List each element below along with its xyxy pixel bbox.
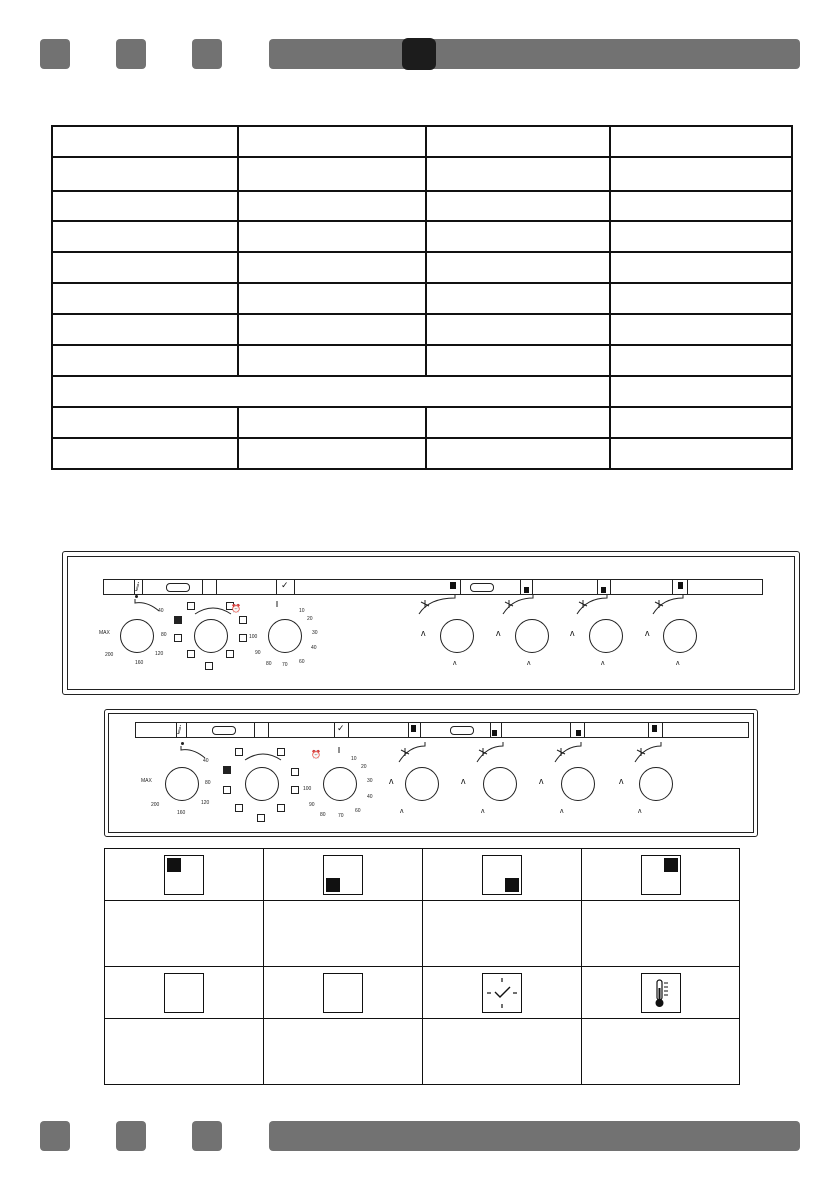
table-row [105,1019,740,1085]
legend-description [264,1019,423,1085]
legend-description [423,1019,582,1085]
burner-front-left-icon [323,855,363,895]
tick-label: 70 [282,662,288,668]
tick-label: 120 [201,800,210,806]
function-icon [291,786,299,794]
burner-rear-right-icon [652,725,657,732]
table-row [52,345,792,376]
table-cell [52,314,238,345]
header-tab-3 [192,39,222,69]
table-cell [610,407,792,438]
legend-symbol-cell [105,967,264,1019]
table-cell [426,438,610,469]
tick-label: 160 [177,810,186,816]
flame-icon: ʌ [461,776,466,786]
timer-arc [331,745,347,759]
legend-symbol-cell [264,849,423,901]
footer-bar [269,1121,800,1151]
burner-arc-4 [649,594,689,616]
table-row-merged [52,376,792,407]
table-cell [426,283,610,314]
page-number-chip [402,38,436,70]
oven-function-knob[interactable] [245,767,279,801]
function-icon [174,616,182,624]
burner-arc-3 [551,742,591,764]
table-cell [238,191,426,221]
tick-label: 120 [155,651,164,657]
table-cell [426,407,610,438]
legend-description [264,901,423,967]
table-cell [426,126,610,157]
legend-symbol-cell [264,967,423,1019]
thermostat-icon: ⅉ [136,581,140,591]
flame-small-icon: ʌ [527,660,531,667]
tick-label: 80 [266,661,272,667]
table-cell [52,157,238,191]
function-icon [235,748,243,756]
symbol-strip [103,579,763,595]
table-cell [426,252,610,283]
timer-check-icon: ✓ [281,580,289,590]
table-row [52,191,792,221]
table-row [52,126,792,157]
function-icon [277,748,285,756]
burner-front-right-icon [576,730,581,736]
thermostat-icon: ⅉ [178,724,182,734]
tick-label: 30 [312,630,318,636]
oven-symbol-icon [212,726,236,735]
tick-label: 80 [320,812,326,818]
flame-small-icon: ʌ [481,808,485,815]
flame-icon: ʌ [570,628,575,638]
legend-description [105,901,264,967]
table-cell [238,407,426,438]
tick-label: 40 [367,794,373,800]
flame-icon: ʌ [539,776,544,786]
symbol-strip [135,722,749,738]
tick-label: 20 [307,616,313,622]
tick-label: 60 [355,808,361,814]
table-row [52,221,792,252]
table-cell [52,438,238,469]
table-cell [52,345,238,376]
flame-small-icon: ʌ [638,808,642,815]
burner-knob-4[interactable] [639,767,673,801]
table-row [52,407,792,438]
legend-description [105,1019,264,1085]
grill-symbol-icon [450,726,474,735]
tick-label: 80 [161,632,167,638]
tick-label: 100 [303,786,312,792]
legend-symbol-cell [105,849,264,901]
table-cell [426,314,610,345]
tick-label: 200 [151,802,160,808]
flame-icon: ʌ [421,628,426,638]
tick-label: 10 [299,608,305,614]
tick-label: 80 [205,780,211,786]
table-cell [238,252,426,283]
timer-clock-icon [482,973,522,1013]
function-icon [235,804,243,812]
tick-label: 40 [158,608,164,614]
table-row [52,283,792,314]
tick-label: MAX [141,778,152,784]
table-cell [52,191,238,221]
function-icon [187,602,195,610]
burner-arc-1 [395,742,435,764]
table-cell [610,314,792,345]
burner-rear-left-icon [411,725,416,732]
burner-arc-3 [573,594,613,616]
oven-symbol-icon [166,583,190,592]
tick-label: 100 [249,634,258,640]
legend-description [582,901,740,967]
timer-arc [269,599,285,613]
burner-knob-2[interactable] [483,767,517,801]
flame-small-icon: ʌ [453,660,457,667]
tick-label: 40 [203,758,209,764]
footer-tab-2 [116,1121,146,1151]
table-row [105,967,740,1019]
table-cell [52,221,238,252]
header-bar [269,39,800,69]
legend-description [423,901,582,967]
burner-knob-4[interactable] [663,619,697,653]
tick-label: 20 [361,764,367,770]
thermostat-arc [133,597,163,617]
flame-icon: ʌ [496,628,501,638]
timer-check-icon: ✓ [337,723,345,733]
table-cell [610,252,792,283]
function-icon [239,616,247,624]
flame-small-icon: ʌ [400,808,404,815]
flame-icon: ʌ [619,776,624,786]
function-icon [205,662,213,670]
timer-knob[interactable] [323,767,357,801]
timer-bell-icon: ⏰ [311,750,321,759]
flame-icon: ʌ [645,628,650,638]
specification-table [51,125,793,470]
tick-label: 40 [311,645,317,651]
tick-label: 30 [367,778,373,784]
table-cell [426,221,610,252]
table-cell [238,438,426,469]
burner-front-left-icon [524,587,529,593]
tick-label: 10 [351,756,357,762]
burner-arc-1 [415,594,463,616]
tick-label: 90 [255,650,261,656]
header-tab-1 [40,39,70,69]
function-icon [226,650,234,658]
table-cell [238,314,426,345]
tick-label: 160 [135,660,144,666]
table-cell [238,157,426,191]
flame-small-icon: ʌ [601,660,605,667]
timer-knob[interactable] [268,619,302,653]
table-cell [610,191,792,221]
flame-small-icon: ʌ [676,660,680,667]
burner-rear-left-icon [164,855,204,895]
burner-knob-1[interactable] [405,767,439,801]
table-cell [426,191,610,221]
table-cell [610,157,792,191]
table-cell [52,252,238,283]
table-cell [238,126,426,157]
footer-tab-1 [40,1121,70,1151]
function-icon [277,804,285,812]
function-icon [239,634,247,642]
flame-icon: ʌ [389,776,394,786]
function-icon [291,768,299,776]
oven-function-icon [164,973,204,1013]
table-cell [52,376,610,407]
burner-knob-1[interactable] [440,619,474,653]
table-cell [238,283,426,314]
burner-arc-4 [631,742,671,764]
table-row [52,438,792,469]
burner-arc-2 [473,742,513,764]
table-cell [610,345,792,376]
tick-label: 200 [105,652,114,658]
table-cell [610,376,792,407]
table-cell [52,283,238,314]
flame-small-icon: ʌ [560,808,564,815]
function-icon [257,814,265,822]
oven-function-knob[interactable] [194,619,228,653]
table-cell [610,283,792,314]
legend-symbol-cell [582,849,740,901]
burner-front-right-icon [482,855,522,895]
control-panel-top [62,551,800,695]
table-row [52,157,792,191]
thermostat-knob[interactable] [165,767,199,801]
table-row [52,252,792,283]
function-icon [223,786,231,794]
burner-knob-3[interactable] [561,767,595,801]
table-cell [426,345,610,376]
table-cell [238,221,426,252]
footer-tab-3 [192,1121,222,1151]
function-icon [223,766,231,774]
table-cell [610,126,792,157]
control-panel-bottom [104,709,758,837]
legend-description [582,1019,740,1085]
table-cell [52,126,238,157]
burner-rear-right-icon [678,582,683,589]
grill-symbol-icon [470,583,494,592]
tick-label: 90 [309,802,315,808]
burner-knob-2[interactable] [515,619,549,653]
thermostat-icon [641,973,681,1013]
table-row [105,849,740,901]
burner-front-right-icon [601,587,606,593]
table-row [105,901,740,967]
table-row [52,314,792,345]
grill-function-icon [323,973,363,1013]
burner-arc-2 [499,594,539,616]
table-cell [238,345,426,376]
function-icon [187,650,195,658]
table-cell [610,221,792,252]
legend-symbol-cell [423,849,582,901]
timer-bell-icon: ⏰ [231,604,241,613]
header-tab-2 [116,39,146,69]
burner-rear-left-icon [450,582,456,589]
function-icon [174,634,182,642]
symbol-legend-table [104,848,740,1085]
legend-symbol-cell [582,967,740,1019]
table-cell [52,407,238,438]
tick-label: 60 [299,659,305,665]
legend-symbol-cell [423,967,582,1019]
burner-rear-right-icon [641,855,681,895]
table-cell [610,438,792,469]
thermostat-knob[interactable] [120,619,154,653]
tick-label: MAX [99,630,110,636]
tick-label: 70 [338,813,344,819]
burner-front-left-icon [492,730,497,736]
burner-knob-3[interactable] [589,619,623,653]
table-cell [426,157,610,191]
